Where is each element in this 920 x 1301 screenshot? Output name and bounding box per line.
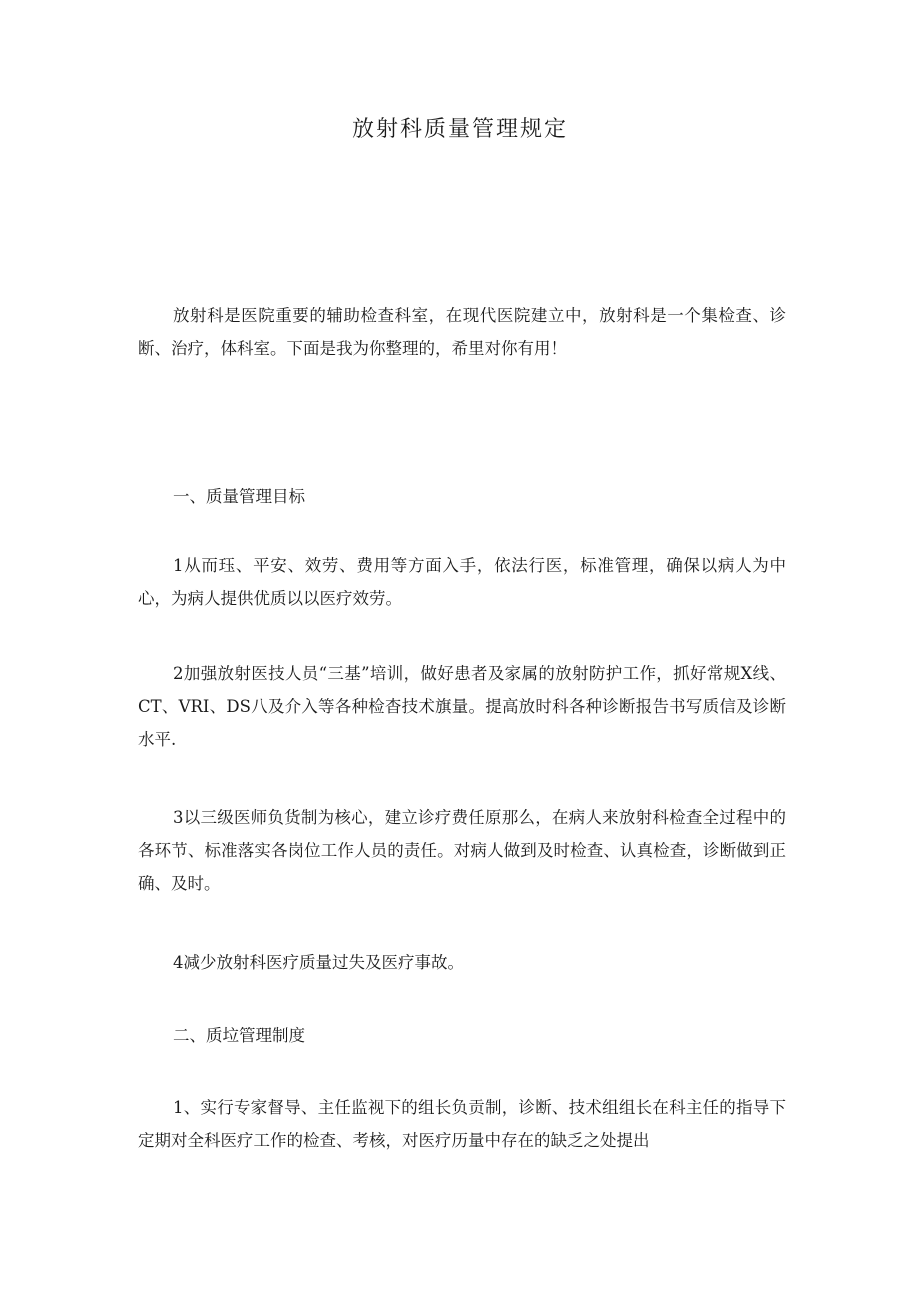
section-heading-quality-system: 二、质垃管理制度 bbox=[173, 1026, 305, 1045]
section-heading-quality-goals: 一、质量管理目标 bbox=[173, 487, 305, 506]
goal-item-4: 4减少放射科医疗质量过失及医疗事故。 bbox=[173, 953, 464, 972]
intro-paragraph: 放射科是医院重要的辅助检查科室，在现代医院建立中，放射科是一个集检查、诊断、治疗，体科室。下面是我为你整理的，希里对你有用！ bbox=[138, 306, 786, 358]
goal-item-3: 3以三级医师负货制为核心，建立诊疗费任原那么，在病人来放射科检查全过程中的各环节、标准落实各岗位工作人员的责任。对病人做到及时检查、认真检查，诊断做到正确、及时。 bbox=[138, 808, 786, 893]
goal-item-2: 2加强放射医技人员“三基”培训，做好患者及家属的放射防护工作，抓好常规X线、CT、VRI、DS八及介入等各种检杳技术旗量。提高放时科各种诊断报告书写质信及诊断水平. bbox=[138, 664, 786, 749]
goal-item-1: 1从而珏、平安、效劳、费用等方面入手，依法行医，标准管理，确保以病人为中心，为病人提供优质以以医疗效劳。 bbox=[138, 556, 786, 608]
document-title: 放射科质量管理规定 bbox=[351, 117, 568, 142]
system-item-1: 1、实行专家督导、主任监视下的组长负贡制，诊断、技术组组长在科主任的指导下定期对全科医疗工作的检查、考核，对医疗历量中存在的缺乏之处提出 bbox=[138, 1098, 786, 1150]
